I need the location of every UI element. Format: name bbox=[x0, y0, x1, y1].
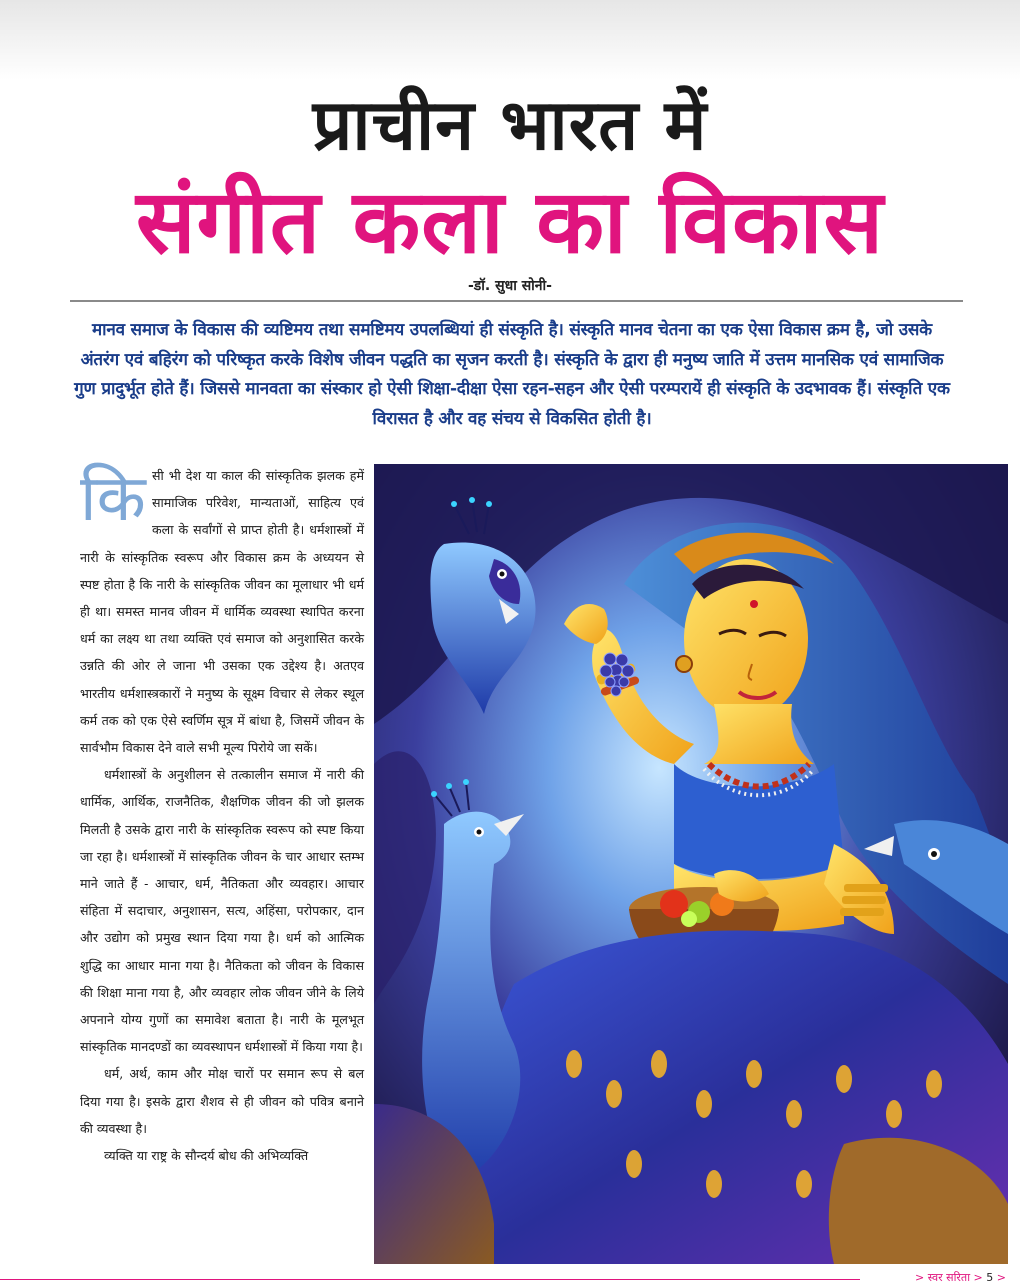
article-paragraph-4: व्यक्ति या राष्ट्र के सौन्दर्य बोध की अभिव्यक्ति bbox=[104, 1148, 309, 1164]
title-line-2: संगीत कला का विकास bbox=[136, 170, 884, 273]
article-paragraph-2: धर्मशास्त्रों के अनुशीलन से तत्कालीन समाज में नारी की धार्मिक, आर्थिक, राजनैतिक, शैक्षणिक जीवन की जो झलक मिलती है उसके द्वारा नारी के सांस्कृतिक स्वरूप को स्पष्ट किया जा रहा है। धर्मशास्त्रों में सांस्कृतिक जीवन के चार आधार स्तम्भ माने जाते हैं - आचार, धर्म, नैतिकता और व्यवहार। आचार संहिता में सदाचार, अनुशासन, सत्य, अहिंसा, परोपकार, दान और उद्योग को प्रमुख स्थान दिया गया है। धर्म को आत्मिक शुद्धि का आधार माना गया है। नैतिकता को जीवन के विकास की शिक्षा माना गया है, और व्यवहार लोक जीवन जीने के लिये अपनाने योग्य गुणों का समावेश बताता है। नारी के मूलभूत सांस्कृतिक मानदण्डों का व्यवस्थापन धर्मशास्त्रों में किया गया है। bbox=[80, 767, 364, 1055]
title-line-1: प्राचीन भारत में bbox=[312, 84, 708, 166]
page-number: 5 bbox=[986, 1271, 994, 1284]
header-divider bbox=[70, 300, 963, 302]
author-byline: -डॉ. सुधा सोनी- bbox=[468, 278, 552, 294]
magazine-name: > स्वर सरिता > bbox=[915, 1271, 983, 1284]
article-paragraph-1 bbox=[80, 462, 364, 761]
page-footer bbox=[915, 1270, 1006, 1285]
article-paragraph-3: धर्म, अर्थ, काम और मोक्ष चारों पर समान रूप से बल दिया गया है। इसके द्वारा शैशव से ही जीवन को पवित्र बनाने की व्यवस्था है। bbox=[80, 1066, 364, 1136]
painting-illustration bbox=[374, 464, 1008, 1264]
header-background bbox=[0, 0, 1020, 80]
intro-paragraph: मानव समाज के विकास की व्यष्टिमय तथा समष्टिमय उपलब्धियां ही संस्कृति है। संस्कृति मानव चेतना का एक ऐसा विकास क्रम है, जो उसके अंतरंग एवं बहिरंग को परिष्कृत करके विशेष जीवन पद्धति का सृजन करती है। संस्कृति के द्वारा ही मनुष्य जाति में उत्तम मानसिक एवं सामाजिक गुण प्रादुर्भूत होते हैं। जिससे मानवता का संस्कार हो ऐसी शिक्षा-दीक्षा ऐसा रहन-सहन और ऐसी परम्परायें ही संस्कृति के उदभावक हैं। संस्कृति एक विरासत है और वह संचय से विकसित होती है। bbox=[74, 320, 950, 429]
article-body bbox=[80, 462, 364, 1169]
footer-end-marker: > bbox=[996, 1271, 1006, 1284]
paragraph-1-text: सी भी देश या काल की सांस्कृतिक झलक हमें सामाजिक परिवेश, मान्यताओं, साहित्य एवं कला के सर्वांगों से प्राप्त होती है। धर्मशास्त्रों में नारी के सांस्कृतिक स्वरूप और विकास क्रम के अध्ययन से स्पष्ट होता है कि नारी के सांस्कृतिक जीवन का मूलाधार भी धर्म ही था। समस्त मानव जीवन में धार्मिक व्यवस्था स्थापित करना धर्म का लक्ष्य था तथा व्यक्ति एवं समाज को अनुशासित करके उन्नति की ओर ले जाना भी उसका एक उद्देश्य है। अतएव भारतीय धर्मशास्त्रकारों ने मनुष्य के सूक्ष्म विचार से लेकर स्थूल कर्म तक को एक ऐसे स्वर्णिम सूत्र में बांधा है, जिसमें जीवन के सार्वभौम विकास देने वाले सभी मूल्य पिरोये जा सकें। bbox=[80, 468, 364, 756]
drop-cap: कि bbox=[80, 462, 146, 536]
footer-rule bbox=[0, 1279, 860, 1280]
